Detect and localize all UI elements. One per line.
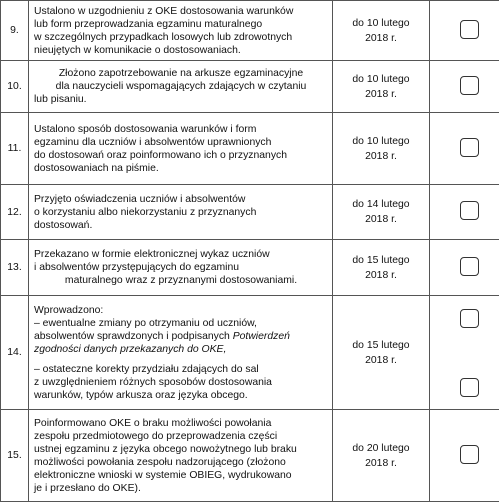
checkbox-cell: [430, 296, 499, 410]
completion-checkbox[interactable]: [460, 76, 479, 95]
description-line: do dostosowań oraz poinformowano ich o przyznanych: [34, 149, 328, 162]
table-row: [1, 1, 499, 61]
table-row: [1, 185, 499, 240]
completion-checkbox[interactable]: [460, 378, 479, 397]
description-line: ustnej egzaminu z języka obcego nowożytnego lub braku: [34, 443, 328, 456]
checkbox-stack: [430, 309, 499, 397]
task-description: [29, 113, 333, 185]
completion-checkbox[interactable]: [460, 309, 479, 328]
deadline-year: 2018 r.: [333, 212, 429, 227]
description-line: – ostateczne korekty przydziału zdających do sal: [34, 363, 328, 376]
deadline-year: 2018 r.: [333, 149, 429, 164]
checkbox-cell: [430, 61, 499, 113]
description-line: Ustalono w uzgodnieniu z OKE dostosowania warunków: [34, 5, 328, 18]
description-line: egzaminu dla uczniów i absolwentów uprawnionych: [34, 136, 328, 149]
description-line: lub form przeprowadzania egzaminu maturalnego: [34, 18, 328, 31]
description-line: maturalnego wraz z przyznanymi dostosowaniami.: [34, 274, 328, 287]
table-row: [1, 296, 499, 410]
deadline: [333, 240, 430, 296]
deadline-day: do 10 lutego: [333, 16, 429, 31]
task-description: [29, 61, 333, 113]
description-line: z uwzględnieniem różnych sposobów dostosowania: [34, 376, 328, 389]
description-line: w szczególnych przypadkach losowych lub zdrowotnych: [34, 31, 328, 44]
description-line: zespołu przedmiotowego do przeprowadzenia części: [34, 430, 328, 443]
description-line: – ewentualne zmiany po otrzymaniu od uczniów,: [34, 317, 328, 330]
description-intro: Wprowadzono:: [34, 304, 328, 317]
task-description: [29, 240, 333, 296]
description-line: je i przesłano do OKE).: [34, 482, 328, 495]
table-row: [1, 61, 499, 113]
row-number: 12.: [1, 185, 29, 240]
description-line: o korzystaniu albo niekorzystaniu z przyznanych: [34, 206, 328, 219]
description-line: warunków, typów arkusza oraz języka obcego.: [34, 389, 328, 402]
description-line: dla nauczycieli wspomagających zdających w czytaniu: [34, 80, 328, 93]
deadline-year: 2018 r.: [333, 268, 429, 283]
row-number: 10.: [1, 61, 29, 113]
deadline-day: do 15 lutego: [333, 338, 429, 353]
deadline: [333, 61, 430, 113]
row-number: 14.: [1, 296, 29, 410]
description-line: Poinformowano OKE o braku możliwości powołania: [34, 417, 328, 430]
description-line: dostosowań.: [34, 219, 328, 232]
deadline-year: 2018 r.: [333, 353, 429, 368]
row-number: 9.: [1, 1, 29, 61]
table-row: [1, 113, 499, 185]
deadline-year: 2018 r.: [333, 456, 429, 471]
row-number: 15.: [1, 410, 29, 502]
description-line: Złożono zapotrzebowanie na arkusze egzaminacyjne: [34, 67, 328, 80]
description-line: Ustalono sposób dostosowania warunków i form: [34, 123, 328, 136]
checkbox-cell: [430, 410, 499, 502]
row-number: 13.: [1, 240, 29, 296]
completion-checkbox[interactable]: [460, 257, 479, 276]
task-description: [29, 296, 333, 410]
description-line: elektroniczne wnioski w systemie OBIEG, wydrukowano: [34, 469, 328, 482]
description-line: dostosowaniach na piśmie.: [34, 162, 328, 175]
deadline: [333, 185, 430, 240]
completion-checkbox[interactable]: [460, 445, 479, 464]
deadline-day: do 20 lutego: [333, 441, 429, 456]
deadline-day: do 10 lutego: [333, 134, 429, 149]
completion-checkbox[interactable]: [460, 138, 479, 157]
description-line: i absolwentów przystępujących do egzaminu: [34, 261, 328, 274]
description-line: możliwości powołania zespołu nadzorującego (złożono: [34, 456, 328, 469]
deadline-day: do 14 lutego: [333, 197, 429, 212]
deadline-year: 2018 r.: [333, 31, 429, 46]
deadline-day: do 10 lutego: [333, 72, 429, 87]
completion-checkbox[interactable]: [460, 201, 479, 220]
task-description: [29, 410, 333, 502]
description-line: lub pisaniu.: [34, 93, 328, 106]
deadline: [333, 296, 430, 410]
row-number: 11.: [1, 113, 29, 185]
description-line: Przyjęto oświadczenia uczniów i absolwentów: [34, 193, 328, 206]
deadline: [333, 1, 430, 61]
task-description: [29, 1, 333, 61]
description-line: Przekazano w formie elektronicznej wykaz uczniów: [34, 248, 328, 261]
deadline: [333, 410, 430, 502]
deadline-day: do 15 lutego: [333, 253, 429, 268]
checkbox-cell: [430, 113, 499, 185]
completion-checkbox[interactable]: [460, 20, 479, 39]
paragraph-gap: [34, 356, 328, 363]
checkbox-cell: [430, 185, 499, 240]
checkbox-cell: [430, 240, 499, 296]
table-row: [1, 410, 499, 502]
description-emphasis: Potwierdzeń: [233, 331, 290, 342]
deadline: [333, 113, 430, 185]
description-line: [34, 330, 328, 343]
deadline-year: 2018 r.: [333, 87, 429, 102]
checkbox-cell: [430, 1, 499, 61]
description-line: nieujętych w komunikacie o dostosowaniach.: [34, 44, 328, 57]
task-description: [29, 185, 333, 240]
description-line: zgodności danych przekazanych do OKE,: [34, 343, 328, 356]
description-text: absolwentów sprawdzonych i podpisanych: [34, 331, 233, 342]
table-row: [1, 240, 499, 296]
